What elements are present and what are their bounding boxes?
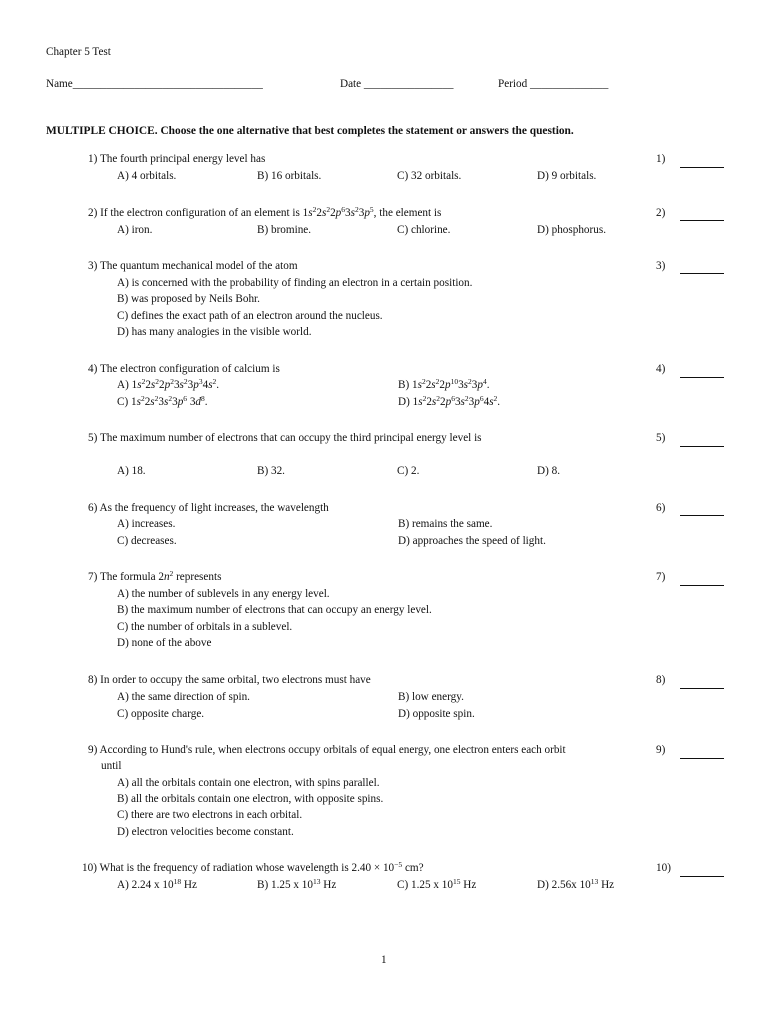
q1-choice-d: D) 9 orbitals. <box>537 170 597 182</box>
q3-choice-b: B) was proposed by Neils Bohr. <box>117 293 260 305</box>
q2-choice-b: B) bromine. <box>257 224 312 236</box>
question-4: 4) The electron configuration of calcium is <box>88 363 280 375</box>
q8-choice-a: A) the same direction of spin. <box>117 691 250 703</box>
q8-choice-c: C) opposite charge. <box>117 708 205 720</box>
question-9-continued: until <box>101 760 122 772</box>
q6-choice-a: A) increases. <box>117 518 176 530</box>
question-10: 10) What is the frequency of radiation whose wavelength is $2.40 \times 10^{-5}$ cm? <box>82 860 424 874</box>
q10-choice-c: C) 1.25 x $10^{15}$ Hz <box>397 877 477 891</box>
q7-choice-a: A) the number of sublevels in any energy level. <box>117 588 330 600</box>
q9-choice-d: D) electron velocities become constant. <box>117 826 294 838</box>
answer-blank-7 <box>680 585 724 586</box>
q3-choice-d: D) has many analogies in the visible world. <box>117 326 312 338</box>
answer-number-10: 10) <box>656 862 671 874</box>
q1-choice-b: B) 16 orbitals. <box>257 170 322 182</box>
q7-choice-d: D) none of the above <box>117 637 212 649</box>
q1-choice-c: C) 32 orbitals. <box>397 170 462 182</box>
q3-choice-a: A) is concerned with the probability of finding an electron in a certain position. <box>117 277 473 289</box>
question-7: 7) The formula $2n^2$ represents <box>88 569 222 583</box>
answer-number-2: 2) <box>656 207 666 219</box>
q5-choice-a: A) 18. <box>117 465 146 477</box>
q10-choice-b: B) 1.25 x $10^{13}$ Hz <box>257 877 337 891</box>
q9-choice-a: A) all the orbitals contain one electron, with spins parallel. <box>117 777 380 789</box>
q6-choice-b: B) remains the same. <box>398 518 493 530</box>
answer-blank-8 <box>680 688 724 689</box>
answer-blank-9 <box>680 758 724 759</box>
answer-blank-1 <box>680 167 724 168</box>
answer-blank-6 <box>680 515 724 516</box>
q7-choice-c: C) the number of orbitals in a sublevel. <box>117 621 293 633</box>
q9-choice-b: B) all the orbitals contain one electron, with opposite spins. <box>117 793 384 805</box>
q6-choice-d: D) approaches the speed of light. <box>398 535 546 547</box>
instructions: MULTIPLE CHOICE. Choose the one alternative that best completes the statement or answers the question. <box>46 125 574 137</box>
q4-choice-d: D) $1s^22s^22p^63s^23p^64s^2$. <box>398 394 501 408</box>
q5-choice-d: D) 8. <box>537 465 560 477</box>
answer-blank-2 <box>680 220 724 221</box>
question-5: 5) The maximum number of electrons that can occupy the third principal energy level is <box>88 432 482 444</box>
q4-choice-b: B) $1s^22s^22p^{10}3s^23p^4$. <box>398 377 490 391</box>
question-3: 3) The quantum mechanical model of the atom <box>88 260 298 272</box>
answer-blank-5 <box>680 446 724 447</box>
answer-number-4: 4) <box>656 363 666 375</box>
answer-blank-10 <box>680 876 724 877</box>
question-6: 6) As the frequency of light increases, the wavelength <box>88 502 329 514</box>
q10-choice-d: D) 2.56x $10^{13}$ Hz <box>537 877 615 891</box>
answer-blank-4 <box>680 377 724 378</box>
page-number: 1 <box>381 954 387 966</box>
answer-number-7: 7) <box>656 571 666 583</box>
q5-choice-b: B) 32. <box>257 465 285 477</box>
question-9: 9) According to Hund's rule, when electrons occupy orbitals of equal energy, one electron enters each orbit <box>88 744 566 756</box>
question-8: 8) In order to occupy the same orbital, two electrons must have <box>88 674 371 686</box>
q7-choice-b: B) the maximum number of electrons that can occupy an energy level. <box>117 604 432 616</box>
q4-choice-a: A) $1s^22s^22p^23s^23p^34s^2$. <box>117 377 220 391</box>
period-field: Period ______________ <box>498 78 609 90</box>
answer-number-6: 6) <box>656 502 666 514</box>
q2-choice-a: A) iron. <box>117 224 153 236</box>
q1-choice-a: A) 4 orbitals. <box>117 170 177 182</box>
q3-choice-c: C) defines the exact path of an electron around the nucleus. <box>117 310 383 322</box>
date-field: Date ________________ <box>340 78 454 90</box>
answer-number-3: 3) <box>656 260 666 272</box>
answer-blank-3 <box>680 273 724 274</box>
q8-choice-b: B) low energy. <box>398 691 464 703</box>
q4-choice-c: C) $1s^22s^23s^23p^6$ $3d^8$. <box>117 394 208 408</box>
q5-choice-c: C) 2. <box>397 465 420 477</box>
test-title: Chapter 5 Test <box>46 46 111 58</box>
name-field: Name__________________________________ <box>46 78 263 90</box>
answer-number-1: 1) <box>656 153 666 165</box>
answer-number-9: 9) <box>656 744 666 756</box>
question-1: 1) The fourth principal energy level has <box>88 153 266 165</box>
answer-number-8: 8) <box>656 674 666 686</box>
answer-number-5: 5) <box>656 432 666 444</box>
q2-choice-c: C) chlorine. <box>397 224 451 236</box>
question-2: 2) If the electron configuration of an element is $1s^22s^22p^63s^23p^5$, the element is <box>88 205 442 219</box>
q9-choice-c: C) there are two electrons in each orbital. <box>117 809 303 821</box>
q2-choice-d: D) phosphorus. <box>537 224 606 236</box>
q10-choice-a: A) 2.24 x $10^{18}$ Hz <box>117 877 197 891</box>
q6-choice-c: C) decreases. <box>117 535 177 547</box>
q8-choice-d: D) opposite spin. <box>398 708 475 720</box>
